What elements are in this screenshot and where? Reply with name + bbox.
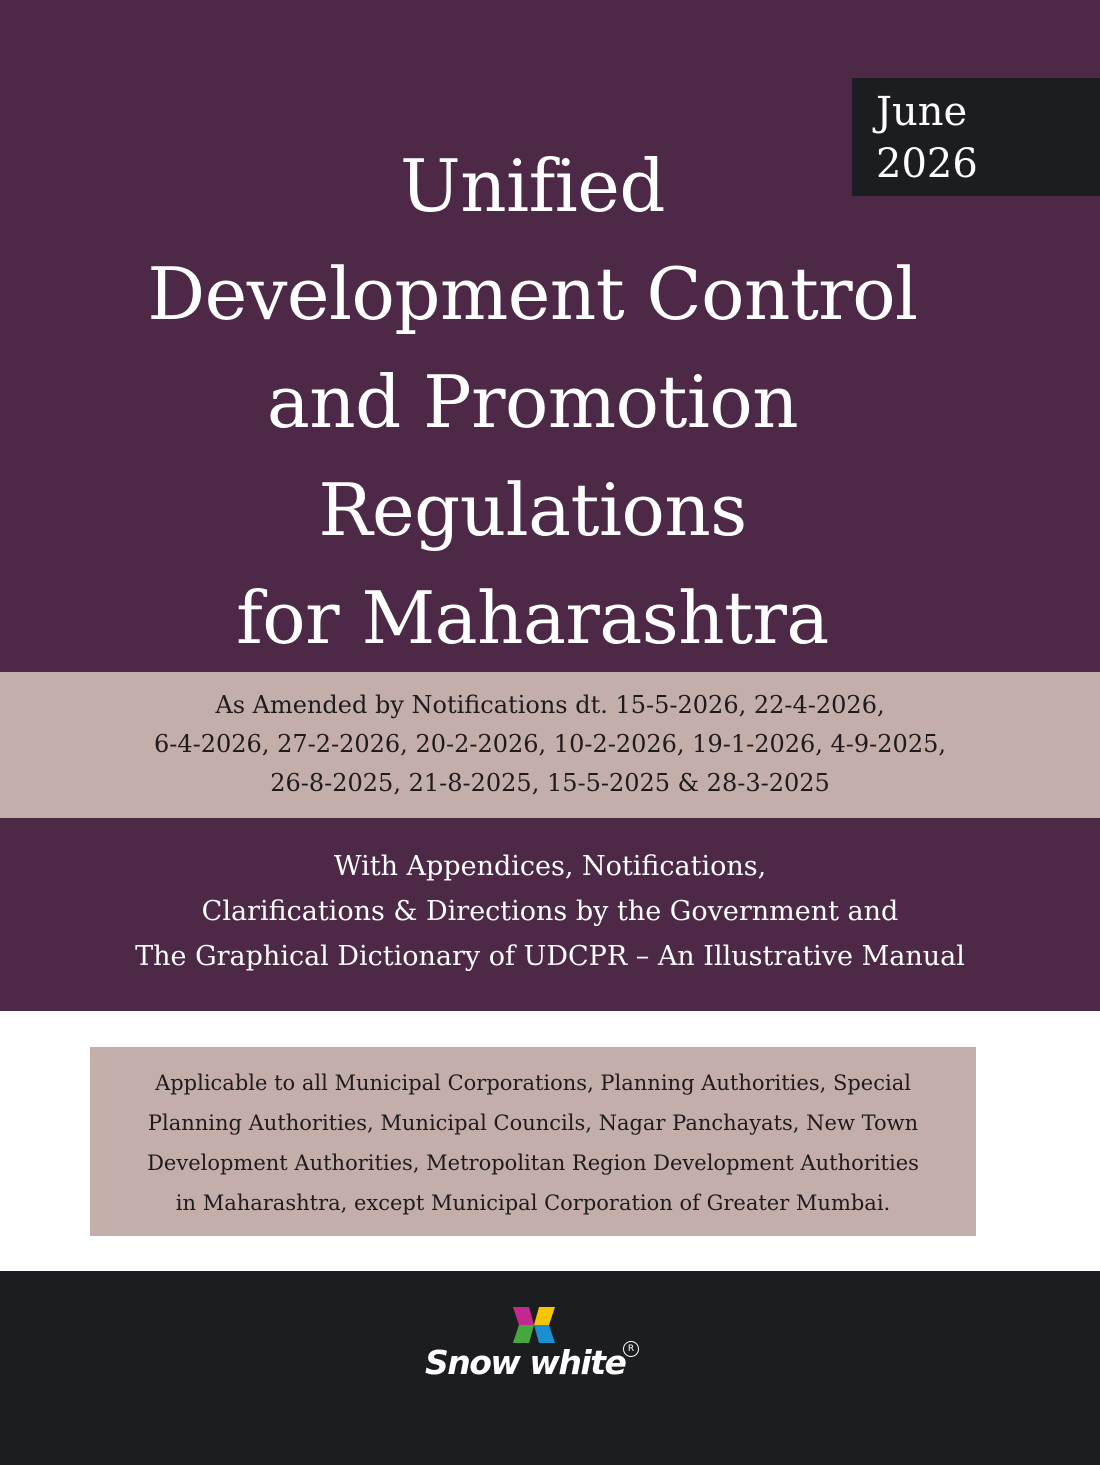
title-line-2: Development Control [147, 252, 918, 336]
applicability-box [90, 1047, 976, 1236]
edition-year: 2026 [876, 141, 978, 187]
snow-white-logo-icon [511, 1305, 557, 1345]
book-title [60, 132, 1005, 672]
amendments-line-2: 6-4-2026, 27-2-2026, 20-2-2026, 10-2-2026, 19-1-2026, 4-9-2025, [153, 730, 946, 758]
edition-month: June [876, 89, 968, 135]
publisher-name: Snow white [425, 1343, 626, 1382]
registered-mark: R [623, 1341, 639, 1357]
amendments-line-3: 26-8-2025, 21-8-2025, 15-5-2025 & 28-3-2025 [270, 769, 830, 797]
title-line-5: for Maharashtra [236, 576, 829, 660]
applicability-line-2: Planning Authorities, Municipal Councils, Nagar Panchayats, New Town [147, 1111, 919, 1135]
publisher-footer [0, 1271, 1100, 1465]
appendices-line-3: The Graphical Dictionary of UDCPR – An Illustrative Manual [135, 941, 965, 972]
amendments-line-1: As Amended by Notifications dt. 15-5-2026, 22-4-2026, [215, 691, 885, 719]
title-line-4: Regulations [318, 468, 747, 552]
applicability-line-4: in Maharashtra, except Municipal Corporation of Greater Mumbai. [175, 1191, 891, 1215]
amendments-band [0, 672, 1100, 818]
applicability-line-1: Applicable to all Municipal Corporations, Planning Authorities, Special [155, 1071, 911, 1095]
applicability-line-3: Development Authorities, Metropolitan Region Development Authorities [147, 1151, 919, 1175]
logo-top-left-petal [513, 1307, 534, 1325]
appendices-line-2: Clarifications & Directions by the Government and [201, 896, 899, 927]
title-panel [0, 0, 1100, 672]
logo-bottom-right-petal [534, 1325, 555, 1343]
logo-top-right-petal [534, 1307, 555, 1325]
title-line-1: Unified [400, 144, 665, 228]
logo-bottom-left-petal [513, 1325, 534, 1343]
appendices-line-1: With Appendices, Notifications, [333, 851, 767, 882]
appendices-panel [0, 818, 1100, 1011]
title-line-3: and Promotion [266, 360, 799, 444]
